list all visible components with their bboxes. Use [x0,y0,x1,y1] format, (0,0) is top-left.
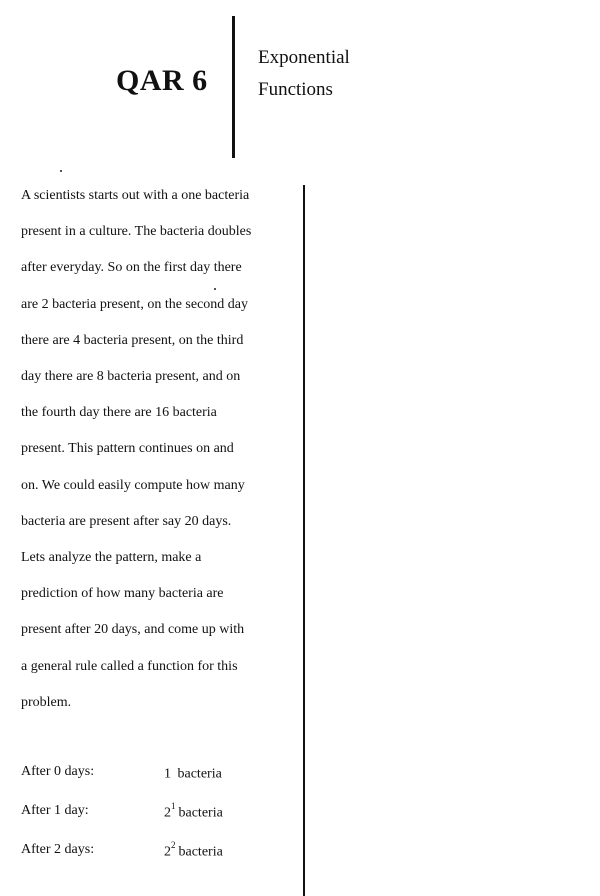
passage-line: there are 4 bacteria present, on the third [21,332,244,348]
passage-line: present after 20 days, and come up with [21,622,245,638]
scan-speck [60,170,62,172]
passage-line: after everyday. So on the first day there [21,260,242,276]
bacteria-count [164,764,222,783]
column-rule [303,185,305,896]
bacteria-count [164,803,223,822]
passage-line: are 2 bacteria present, on the second day [21,296,249,312]
passage-line: present in a culture. The bacteria doubles [21,224,252,240]
day-label: After 1 day: [21,803,89,818]
count-unit: bacteria [178,805,223,821]
passage-line: prediction of how many bacteria are [21,586,224,602]
passage-line: Lets analyze the pattern, make a [21,550,202,566]
subtitle-line: Exponential [258,47,350,68]
count-unit: bacteria [177,766,222,782]
count-exponent: 2 [171,840,176,850]
passage-line: on. We could easily compute how many [21,477,245,493]
page-title: QAR 6 [116,64,208,97]
passage-line: problem. [21,694,72,710]
title-divider [232,16,235,158]
subtitle-line: Functions [258,79,333,100]
passage-line: present. This pattern continues on and [21,441,234,457]
problem-passage [21,178,291,721]
bacteria-count [164,842,223,861]
page-subtitle [258,42,350,106]
count-unit: bacteria [178,844,223,860]
count-exponent: 1 [171,801,176,811]
passage-line: bacteria are present after say 20 days. [21,513,232,529]
day-label: After 0 days: [21,764,95,779]
count-base: 1 [164,766,175,782]
count-base: 2 [164,805,171,821]
passage-line: day there are 8 bacteria present, and on [21,369,241,385]
passage-line: a general rule called a function for this [21,658,238,674]
day-label: After 2 days: [21,842,95,857]
scan-speck [214,288,216,290]
passage-line: the fourth day there are 16 bacteria [21,405,217,421]
passage-line: A scientists starts out with a one bacteria [21,188,250,203]
count-base: 2 [164,844,171,860]
